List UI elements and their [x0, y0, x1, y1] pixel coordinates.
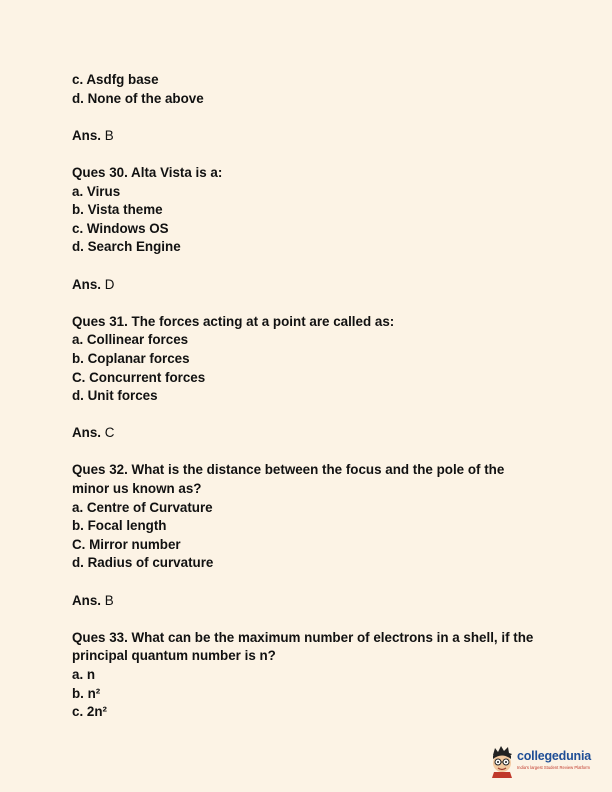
question-text: Ques 31. The forces acting at a point are called as: [72, 313, 395, 329]
option-a: a. Virus [72, 183, 121, 199]
logo-wordmark: collegedunia [517, 749, 592, 763]
option-b: b. Focal length [72, 518, 167, 534]
mascot-icon [489, 744, 515, 778]
option-b: b. n² [72, 685, 101, 701]
option-d: d. Unit forces [72, 388, 158, 404]
answer-31: Ans. C [72, 425, 115, 441]
option-a: a. Centre of Curvature [72, 499, 213, 515]
question-30 [72, 164, 542, 257]
question-32 [72, 461, 542, 573]
question-text: Ques 30. Alta Vista is a: [72, 164, 223, 180]
answer-30: Ans. D [72, 276, 115, 292]
question-text: Ques 33. What can be the maximum number of electrons in a shell, if the principal quantum number is n? [72, 629, 534, 664]
option-a: a. n [72, 667, 96, 682]
option-d: d. Search Engine [72, 239, 181, 255]
question-31 [72, 313, 542, 406]
document-page [72, 71, 542, 722]
option-c: c. 2n² [72, 704, 107, 720]
option-a: a. Collinear forces [72, 332, 189, 348]
answer-29: Ans. B [72, 127, 114, 143]
option-d: d. Radius of curvature [72, 555, 214, 571]
answer-32: Ans. B [72, 592, 114, 608]
logo-tagline: India's largest Student Review Platform [517, 765, 590, 770]
option-b: b. Coplanar forces [72, 350, 190, 366]
option-c: C. Concurrent forces [72, 369, 206, 385]
option-c: C. Mirror number [72, 536, 181, 552]
question-33 [72, 629, 542, 722]
collegedunia-logo [489, 744, 595, 778]
question-text: Ques 32. What is the distance between the focus and the pole of the minor us known as? [72, 462, 505, 497]
option-b: b. Vista theme [72, 202, 163, 218]
previous-question-tail [72, 71, 542, 108]
option-c: c. Windows OS [72, 220, 169, 236]
option-c: c. Asdfg base [72, 72, 159, 87]
option-d: d. None of the above [72, 90, 204, 106]
